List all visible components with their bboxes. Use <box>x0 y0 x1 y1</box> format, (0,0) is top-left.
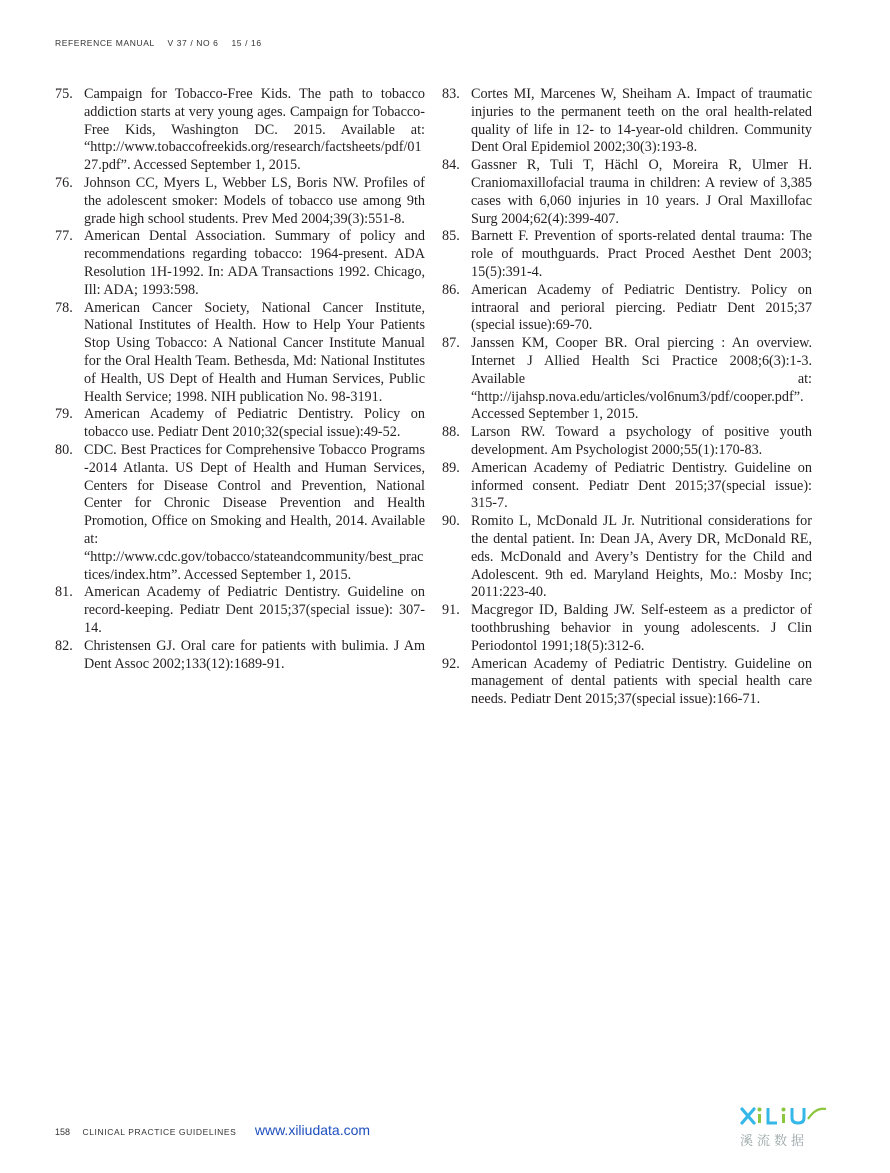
reference-text: American Academy of Pediatric Dentistry. Guideline on record-keeping. Pediatr Dent 2015;37(special issue): 307-14. <box>84 584 425 636</box>
reference-number: 77. <box>55 228 73 245</box>
reference-number: 82. <box>55 637 73 654</box>
header-pages: 15 / 16 <box>231 38 262 48</box>
reference-item <box>55 300 425 407</box>
reference-text: American Academy of Pediatric Dentistry. Policy on intraoral and perioral piercing. Pediatr Dent 2015;37 (special issue):69-70. <box>471 281 812 334</box>
reference-text: American Academy of Pediatric Dentistry. Policy on tobacco use. Pediatr Dent 2010;32(special issue):49-52. <box>84 406 425 441</box>
reference-item <box>55 638 425 674</box>
reference-text: Janssen KM, Cooper BR. Oral piercing : An overview. Internet J Allied Health Sci Practice 2008;6(3):1-3. Available at: “http://ijahsp.nova.edu/articles/vol6num3/pdf/cooper.pdf”. Accessed September 1, 2015. <box>471 335 812 423</box>
reference-number: 83. <box>442 86 460 102</box>
reference-number: 89. <box>442 459 460 476</box>
references-right-column <box>442 86 812 709</box>
watermark-url: www.xiliudata.com <box>254 1122 371 1138</box>
reference-item <box>55 584 425 637</box>
reference-text: American Academy of Pediatric Dentistry. Guideline on informed consent. Pediatr Dent 2015;37(special issue): 315-7. <box>471 459 812 512</box>
reference-text: Johnson CC, Myers L, Webber LS, Boris NW. Profiles of the adolescent smoker: Models of tobacco use among 9th grade high school students. Prev Med 2004;39(3):551-8. <box>84 174 425 227</box>
page-footer <box>55 1122 370 1140</box>
reference-number: 87. <box>442 335 460 352</box>
reference-item <box>442 513 812 602</box>
reference-text: Gassner R, Tuli T, Hächl O, Moreira R, Ulmer H. Craniomaxillofacial trauma in children: A review of 3,385 cases with 6,060 injuries in 10 years. J Oral Maxillofac Surg 2004;62(4):399-407. <box>471 157 812 227</box>
reference-text: Romito L, McDonald JL Jr. Nutritional considerations for the dental patient. In: Dean JA, Avery DR, McDonald RE, eds. McDonald and Avery’s Dentistry for the Child and Adolescent. 9th ed. Maryland Heights, Mo.: Mosby Inc; 2011:223-40. <box>471 513 812 601</box>
svg-text:溪流数据: 溪流数据 <box>740 1134 809 1149</box>
reference-item <box>442 335 812 424</box>
reference-item <box>55 406 425 442</box>
reference-number: 92. <box>442 655 460 672</box>
reference-item <box>55 228 425 299</box>
references-left-column <box>55 86 425 673</box>
reference-number: 78. <box>55 299 73 316</box>
reference-item <box>55 442 425 584</box>
reference-number: 86. <box>442 281 460 298</box>
reference-item <box>442 86 812 157</box>
reference-item <box>442 228 812 281</box>
running-header <box>55 38 262 48</box>
reference-number: 81. <box>55 584 73 601</box>
reference-item <box>442 656 812 709</box>
reference-text: Barnett F. Prevention of sports-related dental trauma: The role of mouthguards. Pract Proced Aesthet Dent 2003; 15(5):391-4. <box>471 228 812 280</box>
reference-text: American Dental Association. Summary of policy and recommendations regarding tobacco: 1964-present. ADA Resolution 1H-1992. In: ADA Transactions 1992. Chicago, Ill: ADA; 1993:598. <box>84 228 425 298</box>
page-number: 158 <box>55 1127 71 1137</box>
footer-title: CLINICAL PRACTICE GUIDELINES <box>82 1127 237 1137</box>
reference-number: 90. <box>442 513 460 530</box>
reference-text: American Cancer Society, National Cancer Institute, National Institutes of Health. How to Help Your Patients Stop Using Tobacco: A National Cancer Institute Manual for the Oral Health Team. Bethesda, Md: National Institutes of Health, US Dept of Health and Human Services, Public Health Service; 1998. NIH publication No. 98-3191. <box>84 299 425 405</box>
reference-number: 84. <box>442 157 460 174</box>
reference-item <box>442 157 812 228</box>
reference-item <box>442 282 812 335</box>
reference-text: CDC. Best Practices for Comprehensive Tobacco Programs -2014 Atlanta. US Dept of Health and Human Services, Centers for Disease Control and Prevention, National Center for Chronic Disease Prevention and Health Promotion, Office on Smoking and Health, 2014. Available at: “http://www.cdc.gov/tobacco/stateandcommunity/best_practices/index.htm”. Accessed September 1, 2015. <box>84 441 425 583</box>
reference-text: Larson RW. Toward a psychology of positive youth development. Am Psychologist 2000;55(1):170-83. <box>471 424 812 458</box>
reference-number: 80. <box>55 441 73 458</box>
reference-item <box>442 602 812 655</box>
reference-text: American Academy of Pediatric Dentistry. Guideline on management of dental patients with special health care needs. Pediatr Dent 2015;37(special issue):166-71. <box>471 655 812 708</box>
reference-number: 88. <box>442 424 460 441</box>
header-volume: V 37 / NO 6 <box>167 38 219 48</box>
reference-number: 75. <box>55 86 73 102</box>
reference-item <box>442 424 812 460</box>
reference-text: Campaign for Tobacco-Free Kids. The path to tobacco addiction starts at very young ages. Campaign for Tobacco-Free Kids, Washington DC. 2015. Available at: “http://www.tobaccofreekids.org/research/factsheets/pdf/0127.pdf”. Accessed September 1, 2015. <box>84 86 425 174</box>
reference-text: Christensen GJ. Oral care for patients with bulimia. J Am Dent Assoc 2002;133(12):1689-91. <box>84 637 425 672</box>
reference-item <box>55 175 425 228</box>
reference-number: 91. <box>442 602 460 619</box>
reference-item <box>55 86 425 175</box>
reference-number: 79. <box>55 406 73 423</box>
reference-text: Macgregor ID, Balding JW. Self-esteem as a predictor of toothbrushing behavior in young adolescents. J Clin Periodontol 1991;18(5):312-6. <box>471 602 812 654</box>
xiliu-logo <box>738 1103 830 1149</box>
reference-number: 85. <box>442 228 460 245</box>
reference-item <box>442 460 812 513</box>
reference-number: 76. <box>55 174 73 191</box>
reference-text: Cortes MI, Marcenes W, Sheiham A. Impact of traumatic injuries to the permanent teeth on the oral health-related quality of life in 12- to 14-year-old children. Community Dent Oral Epidemiol 2002;30(3):193-8. <box>471 86 812 156</box>
header-manual: REFERENCE MANUAL <box>55 38 155 48</box>
